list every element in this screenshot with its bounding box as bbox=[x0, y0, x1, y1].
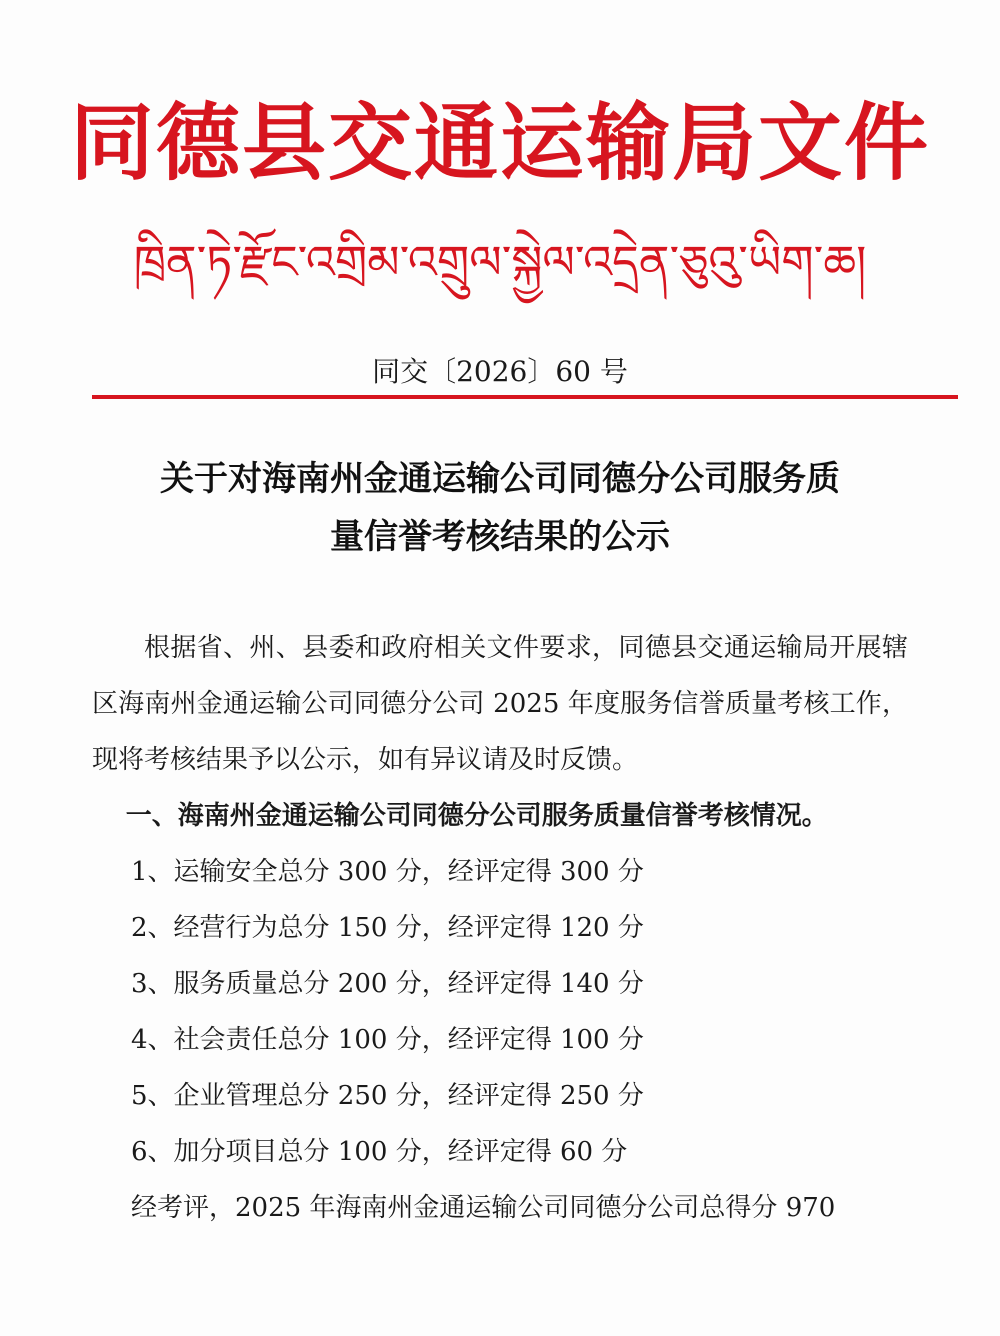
score-item-5: 5、企业管理总分 250 分，经评定得 250 分 bbox=[131, 1081, 644, 1111]
score-item-4: 4、社会责任总分 100 分，经评定得 100 分 bbox=[131, 1025, 644, 1055]
document-number: 同交〔2026〕60 号 bbox=[372, 355, 628, 388]
score-item-3: 3、服务质量总分 200 分，经评定得 140 分 bbox=[131, 969, 644, 999]
issuer-title-tibetan: ཁྲིན་ཏེ་རྫོང་འགྲིམ་འགྲུལ་སྐྱེལ་འདྲེན་ཅུའུ་ཡིག་ཆ། bbox=[133, 235, 867, 289]
section-1-heading: 一、海南州金通运输公司同德分公司服务质量信誉考核情况。 bbox=[125, 801, 828, 831]
score-item-2: 2、经营行为总分 150 分，经评定得 120 分 bbox=[131, 913, 644, 943]
document-body bbox=[92, 620, 908, 1236]
document-title-line-2: 量信誉考核结果的公示 bbox=[330, 517, 670, 557]
closing-paragraph: 经考评，2025 年海南州金通运输公司同德分公司总得分 970 bbox=[131, 1193, 836, 1223]
score-item-6: 6、加分项目总分 100 分，经评定得 60 分 bbox=[131, 1137, 628, 1167]
red-header-rule bbox=[92, 395, 958, 399]
intro-paragraph: 根据省、州、县委和政府相关文件要求，同德县交通运输局开展辖区海南州金通运输公司同德分公司 2025 年度服务信誉质量考核工作，现将考核结果予以公示，如有异议请及时反馈。 bbox=[92, 633, 908, 775]
score-item-1: 1、运输安全总分 300 分，经评定得 300 分 bbox=[131, 857, 644, 887]
document-title bbox=[60, 450, 940, 566]
issuer-title: 同德县交通运输局文件 bbox=[69, 93, 930, 192]
document-title-line-1: 关于对海南州金通运输公司同德分公司服务质 bbox=[160, 459, 840, 499]
